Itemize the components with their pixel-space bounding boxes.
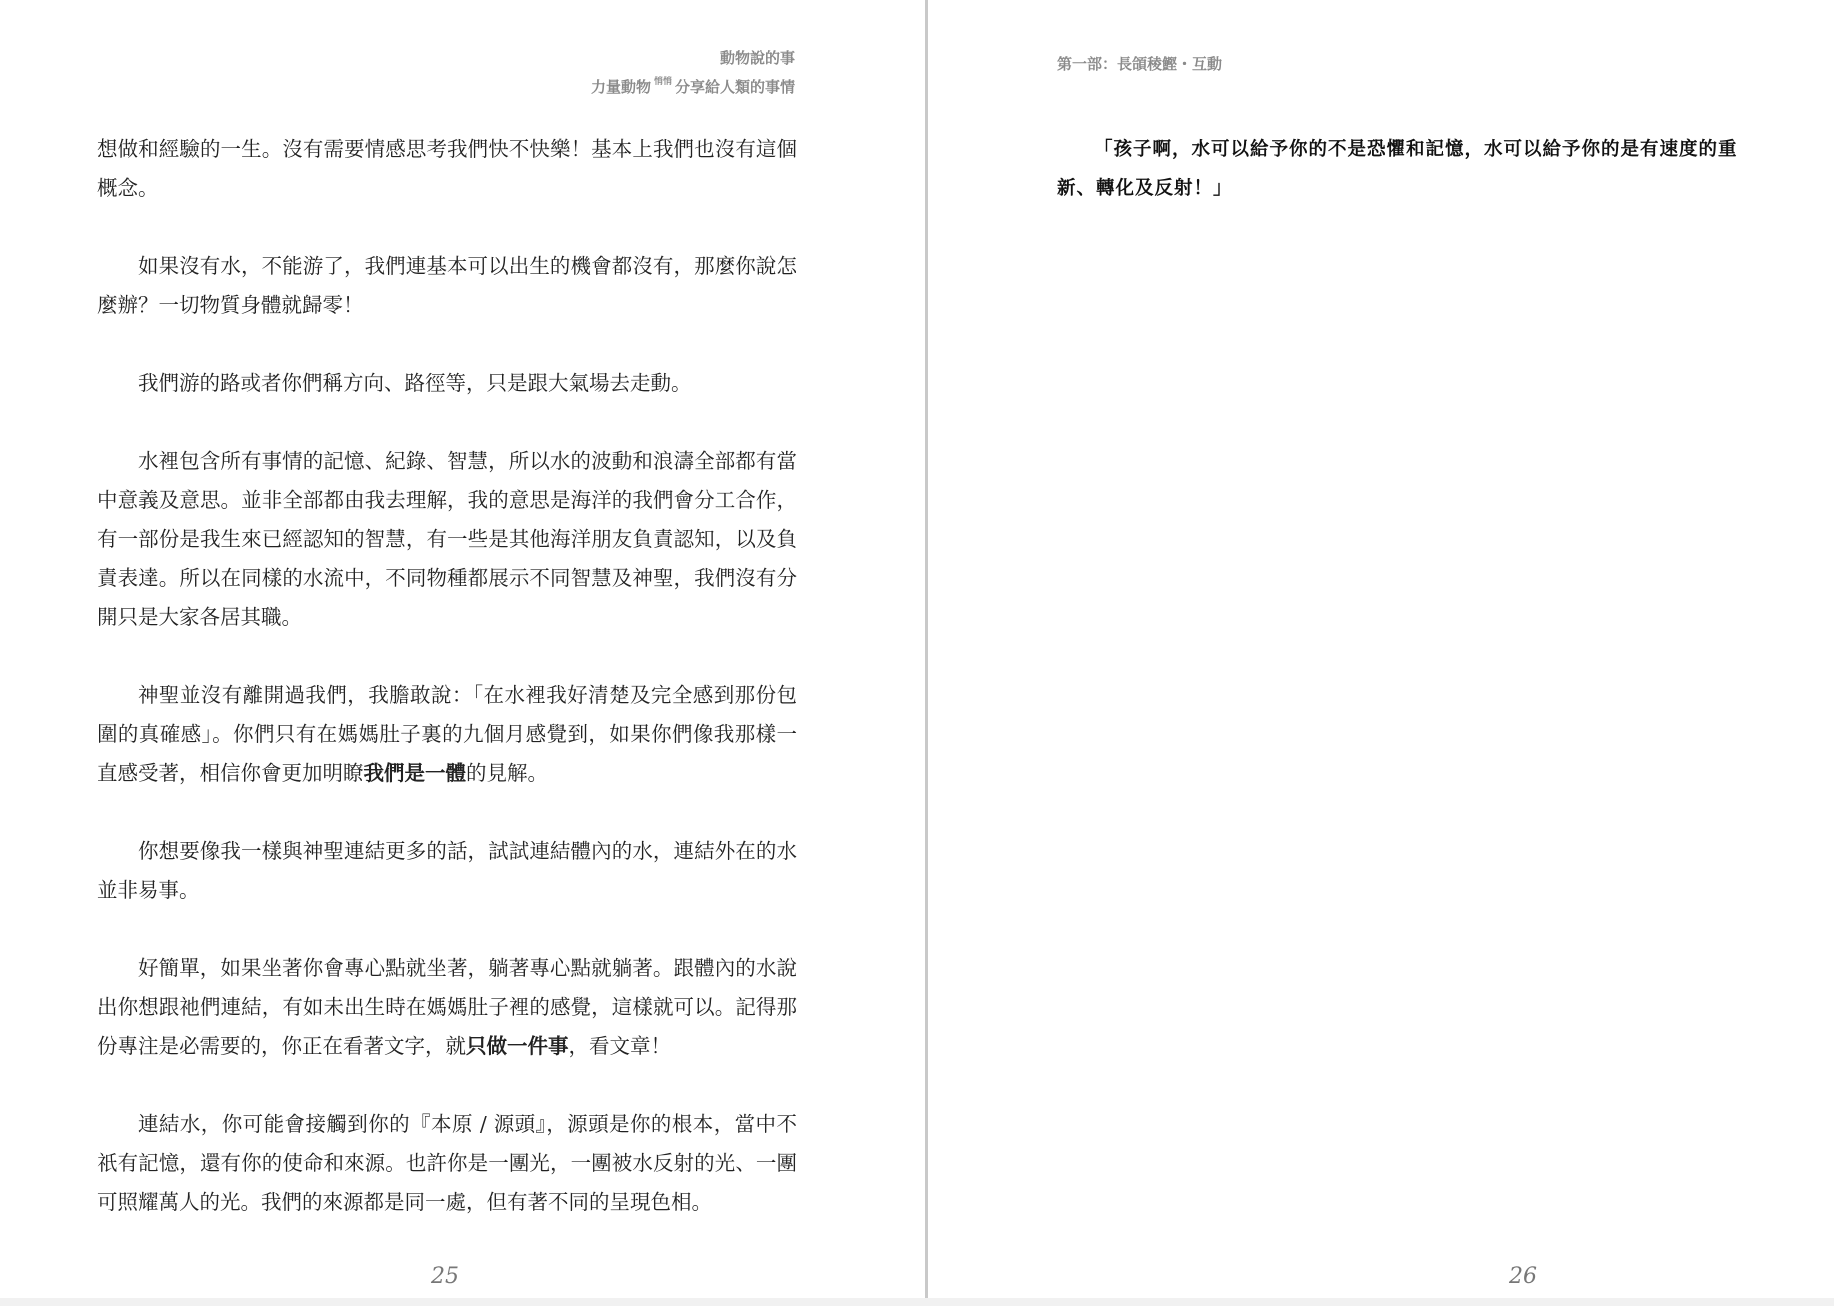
emphasis-text: 我們是一體 xyxy=(363,761,466,785)
paragraph xyxy=(97,949,797,1066)
book-subtitle xyxy=(591,70,795,99)
running-head-right: 第一部：長頜稜鰹・互動 xyxy=(1057,55,1223,73)
paragraph: 水裡包含所有事情的記憶、紀錄、智慧，所以水的波動和浪濤全部都有當中意義及意思。並非全部都由我去理解，我的意思是海洋的我們會分工合作，有一部份是我生來已經認知的智慧，有一些是其他海洋朋友負責認知，以及負責表達。所以在同樣的水流中，不同物種都展示不同智慧及神聖，我們沒有分開只是大家各居其職。 xyxy=(97,449,797,629)
quote-text: 「孩子啊，水可以給予你的不是恐懼和記憶，水可以給予你的是有速度的重新、轉化及反射！」 xyxy=(1057,139,1738,199)
paragraph: 你想要像我一樣與神聖連結更多的話，試試連結體內的水，連結外在的水並非易事。 xyxy=(97,839,797,902)
body-text xyxy=(97,130,797,1261)
running-head-left xyxy=(591,46,795,99)
book-title: 動物說的事 xyxy=(719,49,795,67)
subtitle-part-2: 分享給人類的事情 xyxy=(674,78,795,96)
paragraph-text: 的見解。 xyxy=(466,761,548,785)
page-number: 26 xyxy=(1509,1264,1537,1289)
subtitle-part-1: 力量動物 xyxy=(590,78,651,96)
page-number: 25 xyxy=(431,1264,459,1289)
paragraph: 想做和經驗的一生。沒有需要情感思考我們快不快樂！基本上我們也沒有這個概念。 xyxy=(97,137,797,200)
paragraph-text: 神聖並沒有離開過我們，我膽敢說：「在水裡我好清楚及完全感到那份包圍的真確感」。你們只有在媽媽肚子裏的九個月感覺到，如果你們像我那樣一直感受著，相信你會更加明瞭 xyxy=(97,683,797,785)
subtitle-superscript: 悄悄 xyxy=(653,77,672,87)
paragraph: 連結水，你可能會接觸到你的『本原 / 源頭』，源頭是你的根本，當中不祇有記憶，還有你的使命和來源。也許你是一團光，一團被水反射的光、一團可照耀萬人的光。我們的來源都是同一處，但有著不同的呈現色相。 xyxy=(97,1112,797,1214)
bottom-strip xyxy=(0,1298,1834,1306)
right-page xyxy=(929,0,1834,1306)
emphasis-text: 只做一件事 xyxy=(466,1034,569,1058)
page-divider xyxy=(925,0,928,1306)
paragraph-text: ，看文章！ xyxy=(568,1034,671,1058)
paragraph: 如果沒有水，不能游了，我們連基本可以出生的機會都沒有，那麼你說怎麼辦？一切物質身體就歸零！ xyxy=(97,254,797,317)
paragraph-text: 好簡單，如果坐著你會專心點就坐著，躺著專心點就躺著。跟體內的水說出你想跟祂們連結，有如未出生時在媽媽肚子裡的感覺，這樣就可以。記得那份專注是必需要的，你正在看著文字，就 xyxy=(97,956,797,1058)
paragraph: 我們游的路或者你們稱方向、路徑等，只是跟大氣場去走動。 xyxy=(138,371,692,395)
paragraph xyxy=(97,676,797,793)
